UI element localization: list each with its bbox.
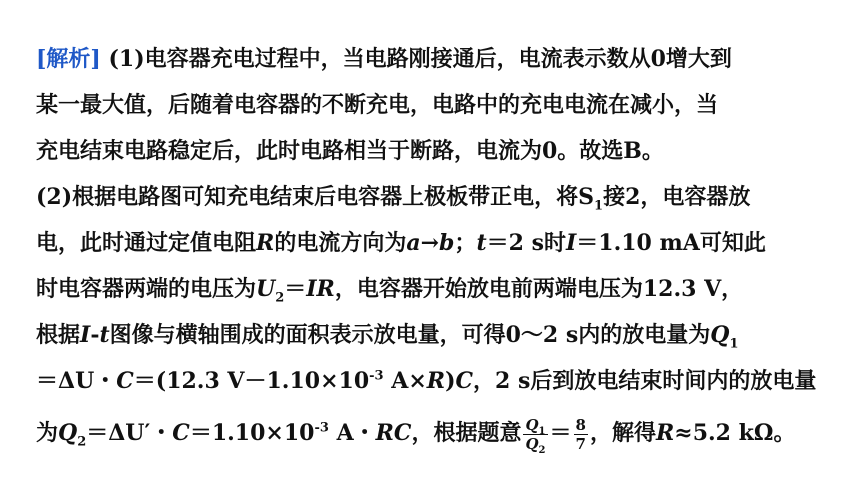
text-line-6: 时电容器两端的电压为$U_2=IR$，电容器开始放电前两端电压为12.3 V， [36, 276, 744, 306]
text-line-4: (2)根据电路图可知充电结束后电容器上极板带正电，将$S_1$接2，电容器放 [36, 184, 751, 214]
text-line-7: 根据I-t图像与横轴围成的面积表示放电量，可得0～2 s内的放电量为$Q_1$ [36, 322, 739, 352]
text-line-1: [解析] (1)电容器充电过程中，当电路刚接通后，电流表示数从0增大到 [36, 46, 732, 72]
text-line-8: ＝ΔU・C＝(12.3 $V-1.10\times 10^{-3}$ A×R)C，2 s后到放电结束时间内的放电量 [36, 368, 817, 394]
solution-text [36, 36, 836, 462]
fraction-q1-over-q2: $\frac{Q_1}{Q_2}$ [525, 415, 546, 456]
text-line-5: 电，此时通过定值电阻R的电流方向为a→b；t＝2 s时I＝1.10 mA可知此 [36, 230, 766, 256]
text-line-3: 充电结束电路稳定后，此时电路相当于断路，电流为0。故选B。 [36, 138, 664, 164]
analysis-tag: [解析] [36, 46, 101, 72]
fraction-8-over-7: $\frac{8}{7}$ [575, 415, 586, 453]
text-line-9: 为$Q_2=\Delta U'$・$C=1.10\times 10^{-3}$ A・RC，根据题意 $\frac{Q_1}{Q_2}$ ＝ $\frac{8}{7}$ ，解得R≈5.2 kΩ。 [36, 415, 796, 456]
text-line-2: 某一最大值，后随着电容器的不断充电，电路中的充电电流在减小，当 [36, 92, 719, 118]
